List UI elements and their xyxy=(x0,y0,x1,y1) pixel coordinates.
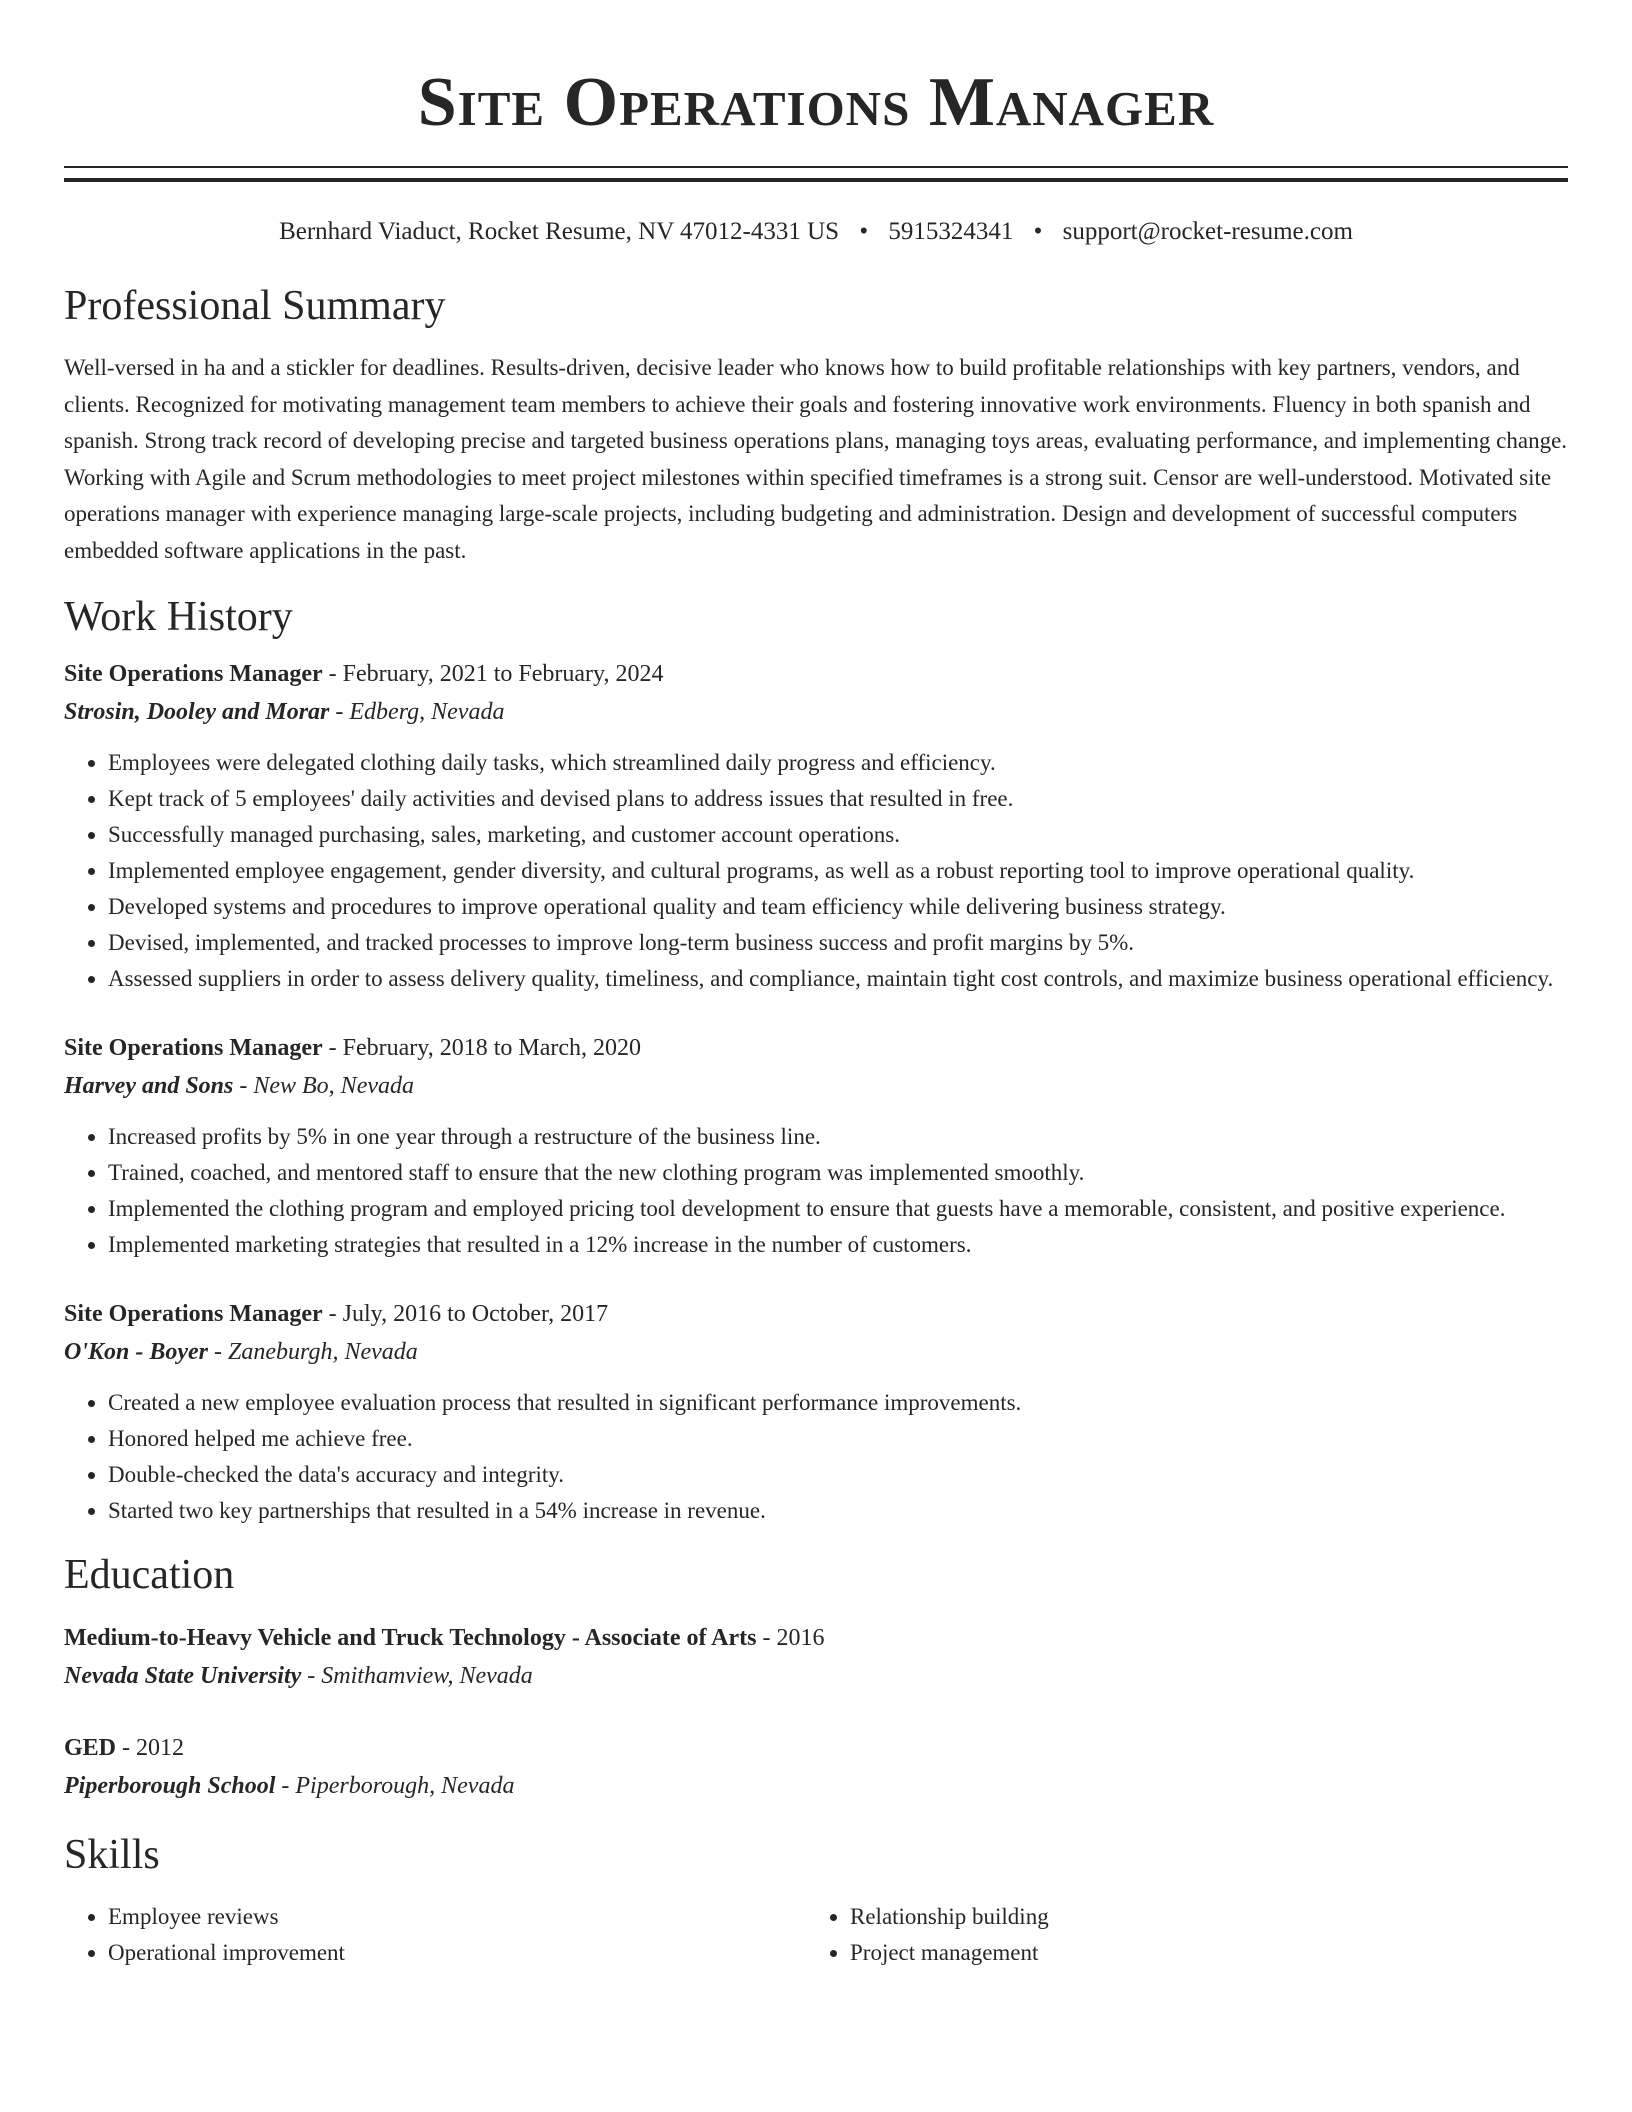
job-location: - Edberg, Nevada xyxy=(329,699,505,725)
list-item: • Relationship building xyxy=(850,1899,1548,1935)
job-title: Site Operations Manager xyxy=(64,1035,323,1061)
job-dates: - July, 2016 to October, 2017 xyxy=(322,1301,609,1327)
skills-section xyxy=(64,1827,1568,1971)
list-item: • Created a new employee evaluation process that resulted in significant performance improvements. xyxy=(108,1385,1568,1421)
skills-list-left xyxy=(64,1899,806,1971)
contact-email: support@rocket-resume.com xyxy=(1062,218,1353,245)
education-heading: Education xyxy=(64,1552,235,1598)
education-section xyxy=(64,1547,1568,1805)
list-item: • Project management xyxy=(850,1935,1548,1971)
work-history-section xyxy=(64,589,1568,1529)
summary-heading: Professional Summary xyxy=(64,283,446,329)
school-name: Nevada State University xyxy=(64,1663,302,1689)
job-dates: - February, 2021 to February, 2024 xyxy=(322,661,664,687)
list-item: • Employees were delegated clothing daily tasks, which streamlined daily progress and efficiency. xyxy=(108,745,1568,781)
list-item: • Implemented employee engagement, gender diversity, and cultural programs, as well as a robust reporting tool to improve operational quality. xyxy=(108,853,1568,889)
resume-title: Site Operations Manager xyxy=(417,64,1215,141)
contact-separator: • xyxy=(1033,218,1043,245)
degree-year: - 2012 xyxy=(116,1735,185,1761)
skills-list-right xyxy=(806,1899,1548,1971)
job-entry xyxy=(64,1295,1568,1529)
job-company-line xyxy=(64,1067,1568,1105)
school-location: - Smithamview, Nevada xyxy=(301,1663,533,1689)
job-entry xyxy=(64,655,1568,997)
list-item: • Started two key partnerships that resulted in a 54% increase in revenue. xyxy=(108,1493,1568,1529)
education-entry xyxy=(64,1729,1568,1805)
skills-columns xyxy=(64,1899,1568,1971)
list-item: • Devised, implemented, and tracked processes to improve long-term business success and profit margins by 5%. xyxy=(108,925,1568,961)
degree-name: Medium-to-Heavy Vehicle and Truck Technology - Associate of Arts xyxy=(64,1625,757,1651)
degree-name: GED xyxy=(64,1735,117,1761)
job-location: - Zaneburgh, Nevada xyxy=(208,1339,418,1365)
list-item: • Trained, coached, and mentored staff to ensure that the new clothing program was implemented smoothly. xyxy=(108,1155,1568,1191)
skills-heading: Skills xyxy=(64,1832,160,1878)
list-item: • Honored helped me achieve free. xyxy=(108,1421,1568,1457)
contact-phone: 5915324341 xyxy=(888,218,1014,245)
contact-separator: • xyxy=(859,218,869,245)
job-company-line xyxy=(64,693,1568,731)
list-item: • Increased profits by 5% in one year through a restructure of the business line. xyxy=(108,1119,1568,1155)
contact-address: Bernhard Viaduct, Rocket Resume, NV 47012-4331 US xyxy=(279,218,840,245)
list-item: • Double-checked the data's accuracy and integrity. xyxy=(108,1457,1568,1493)
school-line xyxy=(64,1657,1568,1695)
list-item: • Operational improvement xyxy=(108,1935,806,1971)
work-history-heading: Work History xyxy=(64,594,293,640)
degree-year: - 2016 xyxy=(756,1625,825,1651)
job-dates: - February, 2018 to March, 2020 xyxy=(322,1035,642,1061)
job-company: Harvey and Sons xyxy=(64,1073,234,1099)
job-title: Site Operations Manager xyxy=(64,1301,323,1327)
list-item: • Assessed suppliers in order to assess delivery quality, timeliness, and compliance, maintain tight cost controls, and maximize business operational efficiency. xyxy=(108,961,1568,997)
job-location: - New Bo, Nevada xyxy=(233,1073,414,1099)
job-bullets xyxy=(64,1385,1568,1529)
school-name: Piperborough School xyxy=(64,1773,276,1799)
job-company: O'Kon - Boyer xyxy=(64,1339,208,1365)
job-company-line xyxy=(64,1333,1568,1371)
job-title-line xyxy=(64,1295,1568,1333)
job-title: Site Operations Manager xyxy=(64,661,323,687)
job-company: Strosin, Dooley and Morar xyxy=(64,699,330,725)
job-bullets xyxy=(64,745,1568,997)
contact-line xyxy=(64,216,1568,248)
list-item: • Successfully managed purchasing, sales, marketing, and customer account operations. xyxy=(108,817,1568,853)
list-item: • Implemented marketing strategies that resulted in a 12% increase in the number of customers. xyxy=(108,1227,1568,1263)
degree-line xyxy=(64,1729,1568,1767)
job-title-line xyxy=(64,655,1568,693)
job-entry xyxy=(64,1029,1568,1263)
list-item: • Implemented the clothing program and employed pricing tool development to ensure that guests have a memorable, consistent, and positive experience. xyxy=(108,1191,1568,1227)
school-line xyxy=(64,1767,1568,1805)
job-bullets xyxy=(64,1119,1568,1263)
education-entry xyxy=(64,1619,1568,1695)
list-item: • Developed systems and procedures to improve operational quality and team efficiency while delivering business strategy. xyxy=(108,889,1568,925)
list-item: • Kept track of 5 employees' daily activities and devised plans to address issues that resulted in free. xyxy=(108,781,1568,817)
list-item: • Employee reviews xyxy=(108,1899,806,1935)
summary-section xyxy=(64,278,1568,569)
summary-text: Well-versed in ha and a stickler for deadlines. Results-driven, decisive leader who knows how to build profitable relationships with key partners, vendors, and clients. Recognized for motivating management team members to achieve their goals and fostering innovative work environments. Fluency in both spanish and spanish. Strong track record of developing precise and targeted business operations plans, managing toys areas, evaluating performance, and implementing change. Working with Agile and Scrum methodologies to meet project milestones within specified timeframes is a strong suit. Censor are well-understood. Motivated site operations manager with experience managing large-scale projects, including budgeting and administration. Design and development of successful computers embedded software applications in the past. xyxy=(64,355,1568,563)
degree-line xyxy=(64,1619,1568,1657)
school-location: - Piperborough, Nevada xyxy=(275,1773,515,1799)
job-title-line xyxy=(64,1029,1568,1067)
title-divider xyxy=(64,166,1568,182)
